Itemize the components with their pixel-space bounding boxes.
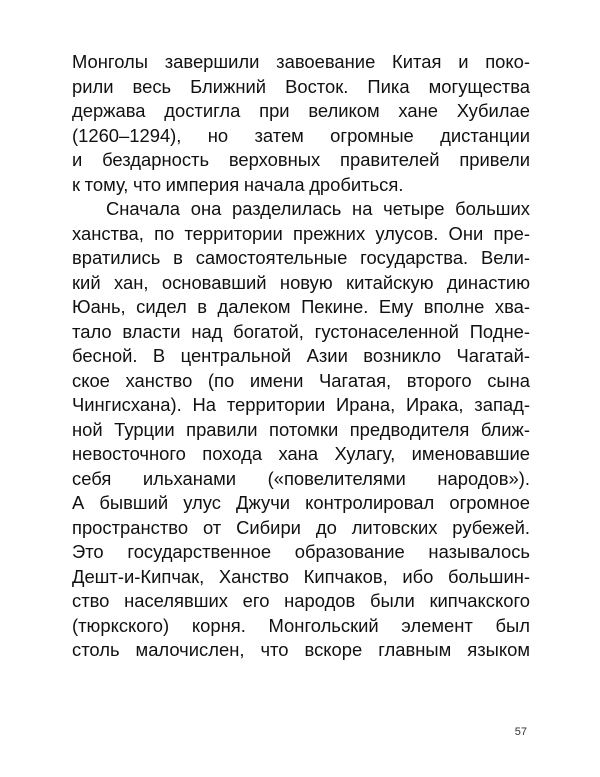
text-line: ханства, по территории прежних улусов. Они пре- [72,222,530,244]
text-line: держава достигла при великом хане Хубилае [72,100,530,121]
text-line: столь малочислен, что вскоре главным языком [72,639,530,660]
body-text [72,50,530,663]
text-line: вратились в самостоятельные государства. Вели- [72,247,530,268]
text-line: Монголы завершили завоевание Китая и поко- [72,51,530,72]
text-line: себя ильханами («повелителями народов»). [72,467,530,489]
text-line: Чингисхана). На территории Ирана, Ирака, запад- [72,394,530,415]
paragraph-2 [72,197,530,663]
text-line: к тому, что империя начала дробиться. [72,173,404,195]
text-line: А бывший улус Джучи контролировал огромное [72,492,530,513]
text-line: Юань, сидел в далеком Пекине. Ему вполне хва- [72,296,530,317]
text-line: кий хан, основавший новую китайскую династию [72,271,530,293]
text-line: невосточного похода хана Хулагу, именовавшие [72,443,530,464]
text-line: (1260–1294), но затем огромные дистанции [72,124,530,146]
text-line: Дешт-и-Кипчак, Ханство Кипчаков, ибо большин- [72,565,530,587]
text-line: тало власти над богатой, густонаселенной Подне- [72,320,530,342]
text-line: рили весь Ближний Восток. Пика могущества [72,75,530,97]
text-line: и бездарность верховных правителей привели [72,149,530,170]
text-line: Сначала она разделилась на четыре больших [106,198,530,219]
text-line: ство населявших его народов были кипчакского [72,590,530,611]
text-line: ной Турции правили потомки предводителя ближ- [72,418,530,440]
page-number: 57 [514,726,527,738]
text-line: (тюркского) корня. Монгольский элемент был [72,614,530,636]
text-line: бесной. В центральной Азии возникло Чагатай- [72,345,530,366]
paragraph-1 [72,50,530,197]
text-line: ское ханство (по имени Чагатая, второго сына [72,369,530,391]
text-line: Это государственное образование называлось [72,541,530,562]
text-line: пространство от Сибири до литовских рубежей. [72,516,530,538]
